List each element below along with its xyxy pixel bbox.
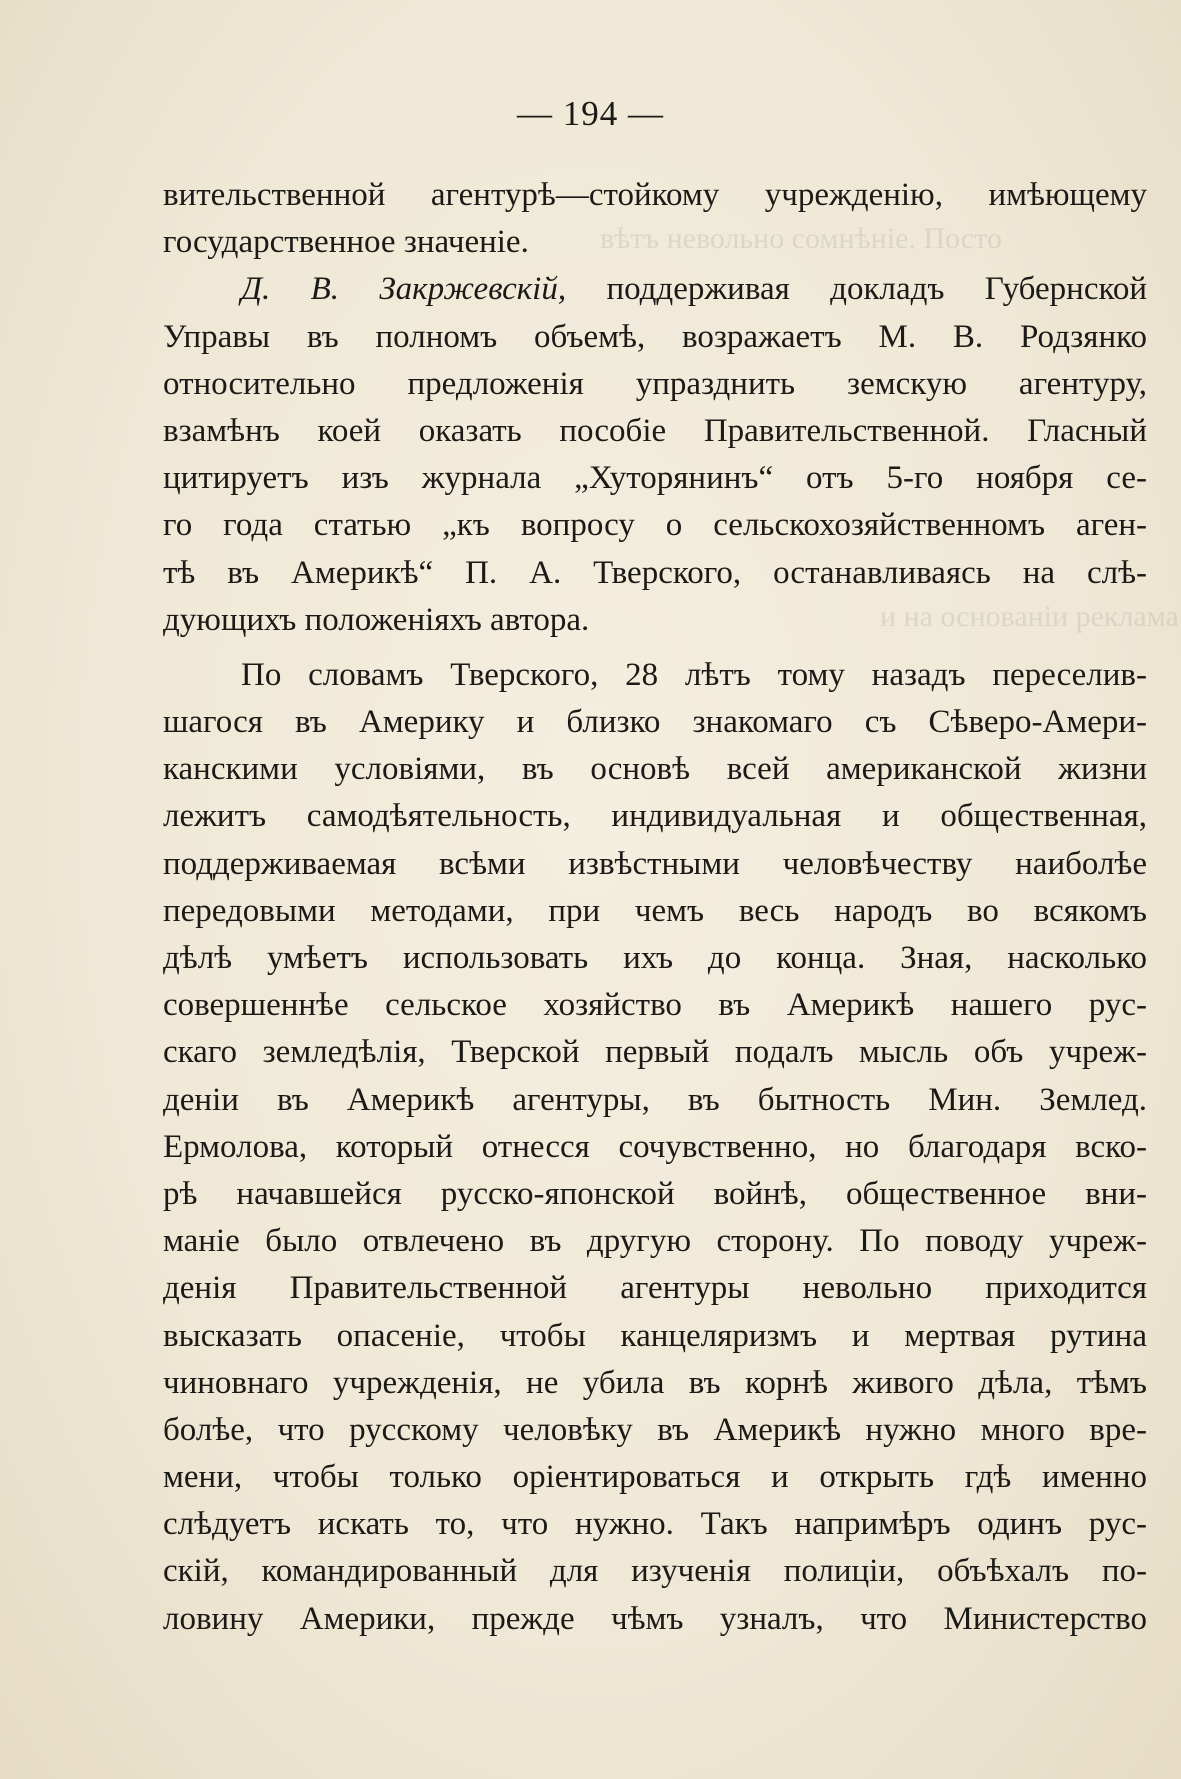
text-line: Ермолова, который отнесся сочувственно, но благодаря вско- — [163, 1128, 1147, 1165]
text-line: передовыми методами, при чемъ весь народъ во всякомъ — [163, 892, 1147, 929]
text-line: поддерживаемая всѣми извѣстными человѣчеству наиболѣе — [163, 845, 1147, 882]
text-line: лежитъ самодѣятельность, индивидуальная и общественная, — [163, 798, 1147, 835]
show-through-text: и на основаніи реклама — [880, 600, 1179, 633]
text-line: цитируетъ изъ журнала „Хуторянинъ“ отъ 5-го ноября се- — [163, 460, 1147, 497]
text-line: чиновнаго учрежденія, не убила въ корнѣ живого дѣла, тѣмъ — [163, 1364, 1147, 1401]
text-line: денія Правительственной агентуры невольно приходится — [163, 1270, 1147, 1307]
text-line: болѣе, что русскому человѣку въ Америкѣ нужно много вре- — [163, 1411, 1147, 1448]
speaker-name: Д. В. Закржевскій, — [241, 271, 567, 308]
text-line: По словамъ Тверского, 28 лѣтъ тому назадъ переселив- — [241, 656, 1147, 693]
paragraph-gap — [163, 644, 1147, 652]
text-line: канскими условіями, въ основѣ всей американской жизни — [163, 751, 1147, 788]
text-line: тѣ въ Америкѣ“ П. А. Тверского, останавливаясь на слѣ- — [163, 554, 1147, 591]
text-line: высказать опасеніе, чтобы канцеляризмъ и мертвая рутина — [163, 1317, 1147, 1354]
text-line: маніе было отвлечено въ другую сторону. По поводу учреж- — [163, 1223, 1147, 1260]
text-line: мени, чтобы только оріентироваться и открыть гдѣ именно — [163, 1459, 1147, 1496]
text-line: дующихъ положеніяхъ автора. — [163, 601, 590, 638]
text-line: ловину Америки, прежде чѣмъ узналъ, что Министерство — [163, 1600, 1147, 1637]
text-line: деніи въ Америкѣ агентуры, въ бытность Мин. Землед. — [163, 1081, 1147, 1118]
text-line: Управы въ полномъ объемѣ, возражаетъ М. В. Родзянко — [163, 318, 1147, 355]
page-number: — 194 — — [517, 94, 664, 133]
text-line: слѣдуетъ искать то, что нужно. Такъ напримѣръ одинъ рус- — [163, 1506, 1147, 1543]
text-line: рѣ начавшейся русско-японской войнѣ, общественное вни- — [163, 1175, 1147, 1212]
show-through-text: вѣтъ невольно сомнѣніе. Посто — [600, 222, 1002, 255]
text-line: относительно предложенія упразднить земскую агентуру, — [163, 365, 1147, 402]
text-line: взамѣнъ коей оказать пособіе Правительственной. Гласный — [163, 412, 1147, 449]
text-line: скаго земледѣлія, Тверской первый подалъ мысль объ учреж- — [163, 1034, 1147, 1071]
text-line: вительственной агентурѣ—стойкому учрежденію, имѣющему — [163, 177, 1147, 213]
text-line: шагося въ Америку и близко знакомаго съ Сѣверо-Амери- — [163, 704, 1147, 741]
text-line-rest: поддерживая докладъ Губернской — [606, 271, 1147, 308]
text-line — [163, 266, 1147, 313]
text-line: го года статью „къ вопросу о сельскохозяйственномъ аген- — [163, 507, 1147, 544]
text-line: скій, командированный для изученія полиціи, объѣхалъ по- — [163, 1553, 1147, 1590]
text-line: совершеннѣе сельское хозяйство въ Америкѣ нашего рус- — [163, 987, 1147, 1024]
text-line: дѣлѣ умѣетъ использовать ихъ до конца. Зная, насколько — [163, 940, 1147, 976]
body-text — [163, 172, 1147, 1643]
text-line: государственное значеніе. — [163, 224, 529, 261]
